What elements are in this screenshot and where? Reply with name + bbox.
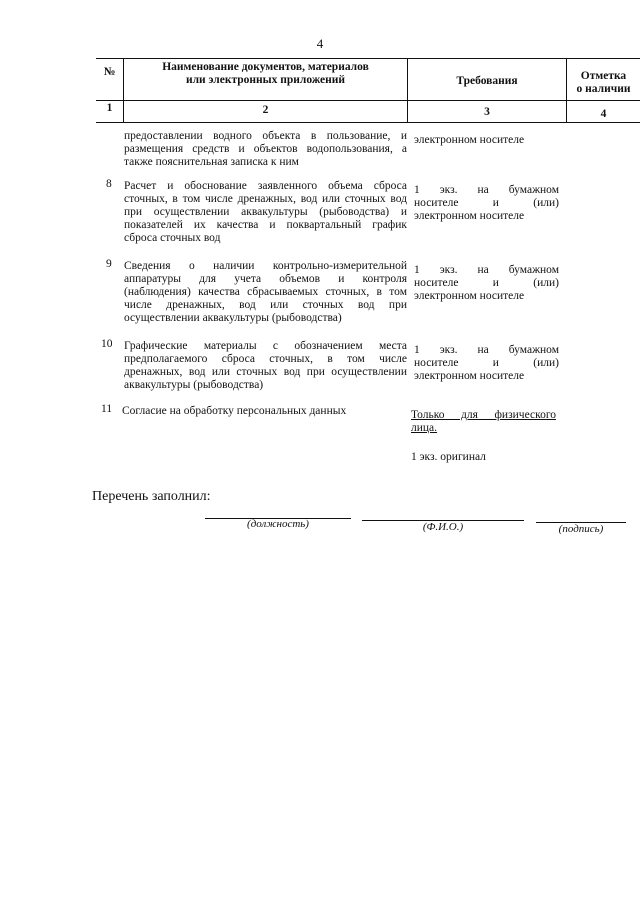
table-top-border [96,58,640,59]
req-word: 1 [414,184,420,196]
row-number: 9 [106,258,112,270]
header-requirements: Требования [456,75,518,87]
column-number-4: 4 [600,108,607,120]
req-line-3: электронном носителе [414,290,525,302]
req-line-3: 1 экз. оригинал [411,451,486,463]
row-number: 11 [101,403,113,415]
name-label: (Ф.И.О.) [422,521,464,533]
header-number: № [103,66,116,78]
text-line: числе дренажных, вод или сточных вод при [124,299,407,311]
position-label: (должность) [247,518,309,530]
header-documents-line2: или электронных приложений [185,74,346,86]
header-mark [567,70,640,96]
req-word: 1 [414,264,420,276]
req-word: на [477,184,489,196]
req-word: (или) [533,277,559,289]
row-10-document [124,340,407,392]
row-8-requirement [414,184,559,223]
req-word: экз. [439,344,458,356]
req-word: (или) [533,197,559,209]
column-number-1: 1 [106,102,113,114]
text-line: также пояснительная записка к ним [124,156,299,168]
header-documents-line1: Наименование документов, материалов [162,61,369,73]
row-10-requirement [414,344,559,383]
text-line: предполагаемого сброса сточных, в том числе [124,353,407,365]
text-line: аппаратуры для учета объемов и контроля [124,273,407,285]
req-line-3: электронном носителе [414,370,525,382]
req-word: бумажном [508,344,559,356]
text-line: показателей их качества и поквартальный график [124,219,407,231]
row-9-document [124,260,407,325]
column-number-3: 3 [484,106,490,118]
signature-label: (подпись) [558,523,604,535]
req-word: носителе [414,277,459,289]
req-word: 1 [414,344,420,356]
header-documents [124,61,407,87]
text-line: при осуществлении аквакультуры (рыбоводства) и [124,206,407,218]
req-word: бумажном [508,264,559,276]
row-11-requirement [411,409,556,464]
filled-by-label: Перечень заполнил: [92,489,211,504]
req-word: (или) [533,357,559,369]
req-word: экз. [439,184,458,196]
req-word: и [492,357,499,369]
req-word: на [477,264,489,276]
req-word: и [492,197,499,209]
text-line: сброса сточных вод [124,232,221,244]
text-line: сточных, в том числе дренажных, вод или сточных вод [124,193,407,205]
req-line-1 [414,344,559,357]
req-word: экз. [439,264,458,276]
text-line: Графические материалы с обозначением места [124,340,407,352]
req-line-1 [414,264,559,277]
req-word: бумажном [508,184,559,196]
colnum-divider [96,122,640,123]
column-number-2: 2 [262,104,269,116]
text-line: предоставлении водного объекта в пользование, и [124,130,407,142]
req-text: Только для физического [411,409,556,421]
row-9-requirement [414,264,559,303]
text-line: аквакультуры (рыбоводства) [124,379,264,391]
req-line-2 [414,277,559,290]
header-mark-line2: о наличии [576,83,631,95]
continued-row-text [124,130,407,169]
req-line-2 [414,357,559,370]
text-line: осуществлении аквакультуры (рыбоводства) [124,312,342,324]
req-line-1 [411,409,556,422]
req-word: носителе [414,197,459,209]
text-line: размещения средств и объектов водопользования, а [124,143,407,155]
req-line-2 [414,197,559,210]
req-line-2: лица. [411,422,438,434]
header-divider [96,100,640,101]
continued-row-requirement: электронном носителе [414,134,525,146]
row-11-document: Согласие на обработку персональных данных [122,405,347,417]
header-mark-line1: Отметка [580,70,627,82]
req-word: на [477,344,489,356]
row-number: 10 [101,338,113,350]
text-line: (наблюдения) качества сбрасываемых сточных, в том [124,286,407,298]
text-line: дренажных, вод или сточных вод при осуществлении [124,366,407,378]
row-number: 8 [106,178,112,190]
req-word: и [492,277,499,289]
req-line-1 [414,184,559,197]
row-8-document [124,180,407,245]
req-word: носителе [414,357,459,369]
req-line-3: электронном носителе [414,210,525,222]
text-line: Расчет и обоснование заявленного объема сброса [124,180,407,192]
page-number: 4 [316,36,324,51]
text-line: Сведения о наличии контрольно-измерительной [124,260,407,272]
